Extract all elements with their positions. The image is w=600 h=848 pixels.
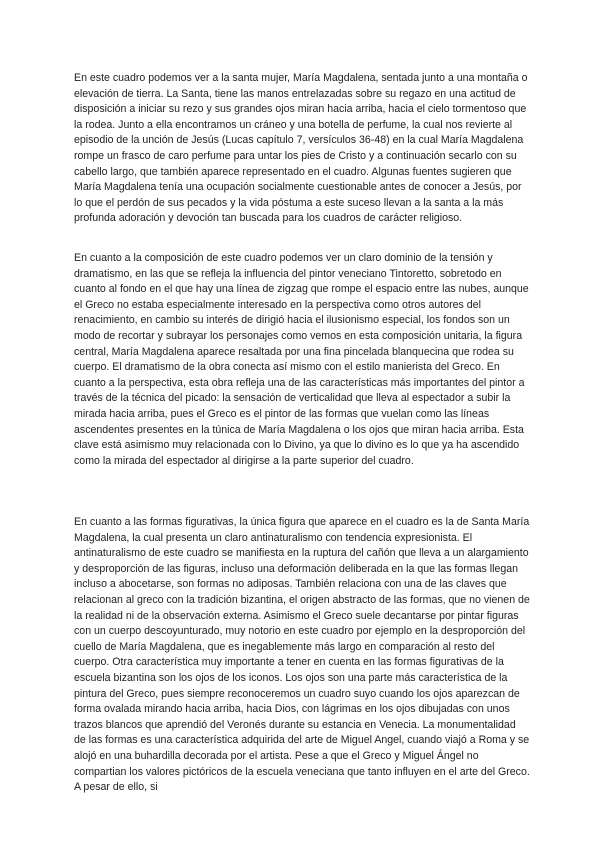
paragraph-3: En cuanto a las formas figurativas, la única figura que aparece en el cuadro es la de Santa María Magdalena, la cual presenta un claro antinaturalismo con tendencia expresionista. El antinaturalismo de este cuadro se manifiesta en la ruptura del cañón que lleva a un alargamiento y desproporción de las figuras, incluso una deformación deliberada en la que las formas llegan incluso a abocetarse, son formas no adiposas. También relaciona con una de las claves que relacionan al greco con la tradición bizantina, el origen abstracto de las formas, que no vienen de la realidad ni de la observación externa. Asimismo el Greco suele decantarse por pintar figuras con un cuerpo descoyunturado, muy notorio en este cuadro por ejemplo en la desproporción del cuello de María Magdalena, que es inegablemente más largo en comparación al resto del cuerpo. Otra característica muy importante a tener en cuenta en las formas figurativas de la escuela bizantina son los ojos de los iconos. Los ojos son una parte más característica de la pintura del Greco, pues siempre reconoceremos un cuadro suyo cuando los ojos aparezcan de forma ovalada mirando hacia arriba, hacia Dios, con lágrimas en los ojos dibujadas con unos trazos blancos que aprendió del Veronés durante su estancia en Venecia. La monumentalidad de las formas es una característica adquirida del arte de Miguel Angel, cuando viajó a Roma y se alojó en una buhardilla decorada por el artista. Pese a que el Greco y Miguel Ángel no compartian los valores pictóricos de la escuela veneciana que tanto influyen en el arte del Greco. A pesar de ello, si [74,516,530,794]
paragraph-1: En este cuadro podemos ver a la santa mujer, María Magdalena, sentada junto a una montaña o elevación de tierra. La Santa, tiene las manos entrelazadas sobre su regazo en una actitud de disposición a iniciar su rezo y sus grandes ojos miran hacia arriba, hacia el cielo tormentoso que la rodea. Junto a ella encontramos un cráneo y una botella de perfume, la cual nos revierte al episodio de la unción de Jesús (Lucas capítulo 7, versículos 36-48) en la cual María Magdalena rompe un frasco de caro perfume para untar los pies de Cristo y a continuación secarlo con su cabello largo, que también aparece representado en el cuadro. Algunas fuentes sugieren que María Magdalena tenía una ocupación socialmente cuestionable antes de conocer a Jesús, por lo que el perdón de sus pecados y la vida póstuma a este suceso llevan a la santa a la más profunda adoración y devoción tan buscada para los cuadros de carácter religioso. [74,72,528,225]
paragraph-2: En cuanto a la composición de este cuadro podemos ver un claro dominio de la tensión y dramatismo, en las que se refleja la influencia del pintor veneciano Tintoretto, sobretodo en cuanto al fondo en el que hay una línea de zigzag que rompe el espacio entre las nubes, aunque el Greco no estaba especialmente interesado en la perspectiva como otros autores del renacimiento, en cambio su interés de dirigió hacia el ilusionismo especial, los fondos son un modo de recortar y subrayar los personajes como vemos en esta composición unitaria, la figura central, María Magdalena aparece resaltada por una fina pincelada blanquecina que rodea su cuerpo. El dramatismo de la obra conecta así mismo con el estilo manierista del Greco. En cuanto a la perspectiva, esta obra refleja una de las características más importantes del pintor a través de la técnica del picado: la sensación de verticalidad que lleva al espectador a subir la mirada hacia arriba, pues el Greco es el pintor de las formas que vuelan como las líneas ascendentes presentes en la túnica de María Magdalena o los ojos que miran hacia arriba. Esta clave está asimismo muy relacionada con lo Divino, ya que lo divino es lo que ya ha ascendido como la mirada del espectador al dirigirse a la parte superior del cuadro. [74,252,529,467]
